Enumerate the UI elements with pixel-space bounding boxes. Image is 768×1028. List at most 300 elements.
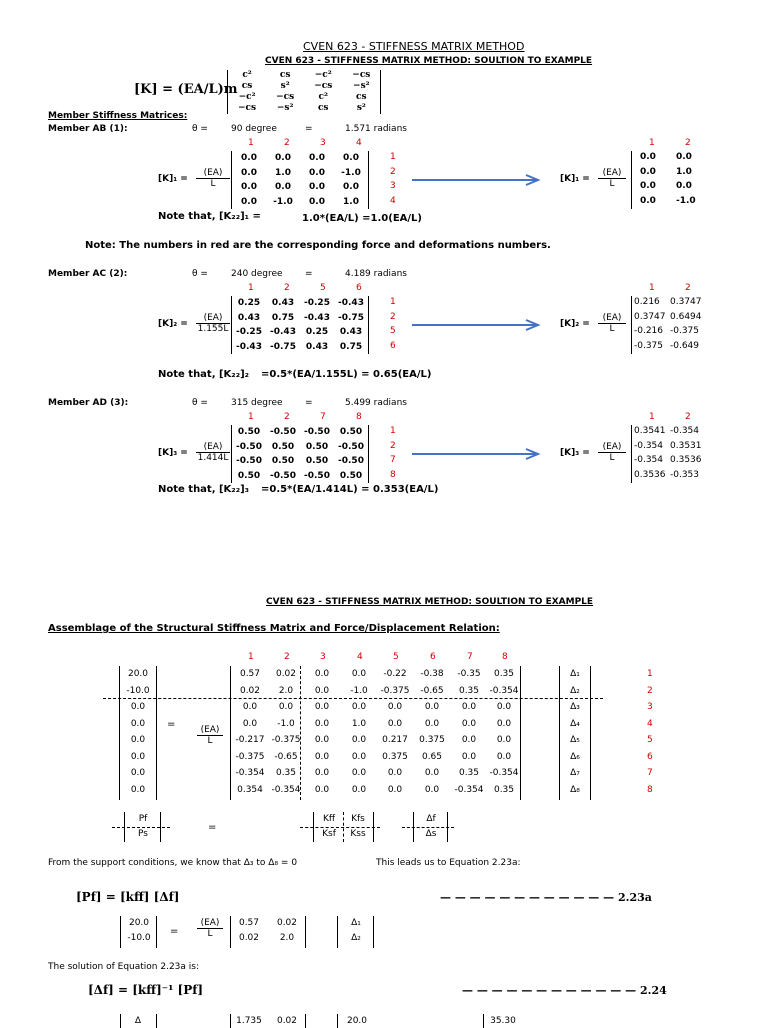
reduced-stiffness-cell: 0.02	[238, 933, 260, 943]
row-dof-number: 1	[390, 152, 396, 162]
matrix-cell: -0.50	[236, 441, 262, 452]
fraction-numerator: (EA)	[598, 313, 626, 324]
reduced-force-value: 20.0	[128, 918, 150, 928]
general-matrix-cell: −cs	[314, 81, 333, 91]
partition-ps: Ps	[138, 829, 148, 839]
stiffness-cell: 0.0	[314, 751, 330, 762]
theta-label: θ =	[192, 124, 208, 134]
stiffness-cell: 0.0	[242, 718, 258, 729]
assembly-row-number: 8	[647, 784, 653, 795]
general-matrix-cell: s²	[356, 103, 366, 113]
fraction-denominator: L	[609, 179, 615, 189]
fraction-denominator: L	[207, 736, 213, 746]
angle-equals: =	[305, 269, 313, 279]
matrix-cell: 0.75	[271, 312, 295, 323]
bottom-bracket-e	[337, 1014, 338, 1028]
matrix-cell: 1.0	[275, 167, 291, 178]
reduced-displacement: Δ₂	[351, 933, 361, 943]
row-dof-number: 2	[390, 166, 396, 177]
stiffness-cell: 0.0	[424, 784, 440, 795]
stiffness-cell: 0.375	[382, 751, 408, 762]
matrix-cell: 0.50	[305, 456, 329, 466]
rhs-matrix-bracket	[631, 296, 632, 354]
fraction-numerator: (EA)	[197, 918, 223, 929]
stiffness-cell: -0.375	[380, 685, 410, 696]
force-vector-bracket-right	[156, 666, 157, 800]
stiffness-cell: 0.0	[351, 751, 367, 762]
assembly-dof-number: 4	[357, 652, 363, 662]
matrix-cell: 0.43	[271, 298, 295, 308]
angle-degrees: 315 degree	[231, 398, 283, 408]
bottom-value: 35.30	[490, 1016, 516, 1026]
fraction-denominator: 1.155L	[197, 324, 229, 334]
row-dof-number: 1	[390, 297, 396, 307]
matrix-cell: -0.43	[270, 327, 296, 337]
equation-2-23a: [Pf] = [kff] [Δf]	[76, 890, 180, 904]
assembly-heading: Assemblage of the Structural Stiffness Matrix and Force/Displacement Relation:	[48, 623, 500, 634]
rhs-matrix-bracket	[631, 425, 632, 483]
partition-df: Δf	[426, 814, 436, 824]
rhs-matrix-cell: -0.375	[670, 326, 700, 336]
rhs-matrix-cell: -0.354	[634, 455, 664, 465]
equation-2-24-tag: — — — — — — — — — — — — 2.24	[462, 984, 667, 997]
stiffness-cell: 0.57	[239, 669, 261, 679]
matrix-cell: 0.75	[339, 341, 363, 352]
matrix-cell: 0.0	[241, 182, 257, 192]
rhs-matrix-cell: 0.3747	[634, 311, 666, 322]
stiffness-fraction	[196, 442, 230, 463]
displacement-symbol: Δ₅	[570, 735, 580, 745]
general-matrix-cell: −c²	[314, 70, 332, 80]
row-dof-number: 1	[390, 426, 396, 436]
dof-number: 4	[356, 138, 362, 148]
general-matrix-cell: −c²	[238, 92, 256, 102]
stiffness-cell: 1.0	[351, 718, 367, 729]
reduced-stiffness-cell: 0.02	[276, 918, 298, 928]
assembly-row-number: 4	[647, 718, 653, 729]
partition-p-divider	[112, 827, 170, 828]
rhs-matrix-cell: 0.0	[640, 181, 656, 191]
member-note-prefix: Note that, [K₂₂]₃	[158, 484, 250, 495]
reduced-stiffness-bracket-left	[230, 916, 231, 948]
matrix-cell: 0.0	[309, 153, 325, 163]
matrix-cell: 0.25	[305, 327, 329, 337]
general-matrix-cell: cs	[279, 70, 291, 80]
matrix-cell: 0.50	[339, 470, 363, 481]
reduced-stiffness-bracket-right	[305, 916, 306, 948]
reduced-displacement-bracket-left	[337, 916, 338, 948]
stiffness-cell: 0.0	[242, 702, 258, 712]
dof-number: 3	[320, 138, 326, 148]
stiffness-cell: 0.02	[275, 669, 297, 679]
matrix-cell: -0.75	[270, 341, 296, 352]
matrix-cell: 0.0	[343, 153, 359, 163]
row-dof-number: 5	[390, 326, 396, 336]
partition-line-vertical	[300, 666, 301, 800]
member-stiffness-heading: Member Stiffness Matrices:	[48, 111, 188, 121]
bottom-value: 1.735	[236, 1016, 262, 1026]
stiffness-cell: -0.35	[457, 669, 481, 679]
stiffness-cell: -0.65	[420, 685, 444, 696]
rhs-k-label: [K]₁ =	[560, 174, 590, 184]
rhs-dof-number: 2	[685, 283, 691, 293]
stiffness-cell: 0.65	[421, 751, 443, 762]
stiffness-cell: 0.0	[387, 702, 403, 712]
k-label: [K]₂ =	[158, 319, 188, 329]
rhs-matrix-cell: 0.0	[676, 181, 692, 191]
assembly-dof-number: 1	[248, 652, 254, 662]
dof-number: 2	[284, 138, 290, 148]
matrix-cell: -0.75	[338, 312, 364, 323]
rhs-dof-number: 1	[649, 283, 655, 293]
stiffness-cell: 0.217	[382, 735, 408, 745]
stiffness-cell: 0.0	[314, 784, 330, 795]
matrix-cell: -0.50	[270, 470, 296, 481]
stiffness-cell: -0.354	[489, 768, 519, 778]
angle-radians: 5.499 radians	[345, 398, 407, 408]
matrix-cell: 0.43	[305, 341, 329, 352]
matrix-cell: 0.0	[241, 196, 257, 207]
rhs-matrix-cell: -0.354	[634, 440, 664, 451]
red-numbers-note: Note: The numbers in red are the corresponding force and deformations numbers.	[85, 240, 551, 251]
stiffness-cell: -0.354	[454, 784, 484, 795]
member-matrix	[231, 425, 369, 483]
reduced-displacement-bracket-right	[373, 916, 374, 948]
k-label: [K]₁ =	[158, 174, 188, 184]
stiffness-cell: 0.0	[314, 735, 330, 745]
force-value: -10.0	[126, 685, 150, 696]
matrix-cell: -0.43	[338, 298, 364, 308]
partition-d-divider	[402, 827, 454, 828]
assembly-row-number: 5	[647, 735, 653, 745]
row-dof-number: 6	[390, 340, 396, 351]
dof-number: 1	[248, 138, 254, 148]
dof-number: 1	[248, 412, 254, 422]
rhs-matrix-cell: 0.0	[640, 195, 656, 206]
displacement-symbol: Δ₄	[570, 718, 580, 729]
stiffness-cell: 0.0	[461, 735, 477, 745]
matrix-cell: -0.50	[304, 470, 330, 481]
reduced-stiffness-cell: 2.0	[279, 933, 295, 943]
stiffness-bracket-left	[230, 666, 231, 800]
stiffness-cell: 0.375	[419, 735, 445, 745]
fraction-numerator: (EA)	[598, 168, 626, 179]
stiffness-cell: 0.0	[424, 702, 440, 712]
page-title: CVEN 623 - STIFFNESS MATRIX METHOD	[303, 40, 525, 53]
stiffness-cell: 0.0	[461, 718, 477, 729]
partition-k-divider-h	[300, 827, 380, 828]
assembly-fraction	[197, 725, 223, 746]
force-value: 0.0	[130, 735, 146, 745]
general-matrix-cell: c²	[318, 92, 328, 102]
rhs-dof-number: 2	[685, 138, 691, 148]
k-label: [K]₃ =	[158, 448, 188, 458]
assembly-row-number: 1	[647, 669, 653, 679]
assembly-dof-number: 5	[393, 652, 399, 662]
angle-equals: =	[305, 124, 313, 134]
rhs-matrix-cell: -1.0	[676, 195, 696, 206]
matrix-cell: 1.0	[343, 196, 359, 207]
rhs-matrix-cell: -0.216	[634, 326, 664, 336]
force-value: 0.0	[130, 702, 146, 712]
member-matrix	[231, 296, 369, 354]
stiffness-cell: 0.0	[496, 702, 512, 712]
fraction-denominator: 1.414L	[197, 453, 229, 463]
angle-degrees: 240 degree	[231, 269, 283, 279]
stiffness-cell: 0.0	[387, 768, 403, 778]
row-dof-number: 8	[390, 469, 396, 480]
equation-2-24: [Δf] = [kff]⁻¹ [Pf]	[88, 983, 204, 997]
row-dof-number: 2	[390, 440, 396, 451]
stiffness-cell: -0.22	[383, 669, 407, 679]
partition-line-horizontal	[103, 698, 603, 699]
general-matrix-cell: −cs	[352, 70, 371, 80]
reduced-equals: =	[170, 926, 179, 937]
row-dof-number: 7	[390, 455, 396, 465]
assembly-dof-number: 7	[467, 652, 473, 662]
stiffness-cell: -0.354	[235, 768, 265, 778]
dof-number: 8	[356, 412, 362, 422]
stiffness-cell: 0.0	[424, 768, 440, 778]
assembly-dof-number: 3	[320, 652, 326, 662]
assembly-dof-number: 8	[502, 652, 508, 662]
general-matrix-cell: −cs	[238, 103, 257, 113]
assembly-equals: =	[167, 718, 176, 730]
rhs-matrix-cell: 0.0	[640, 166, 656, 177]
bottom-bracket-d	[305, 1014, 306, 1028]
displacement-bracket-right	[590, 666, 591, 800]
rhs-matrix-cell: 0.216	[634, 297, 660, 307]
displacement-symbol: Δ₈	[570, 784, 580, 795]
matrix-cell: 0.0	[343, 182, 359, 192]
transform-arrow-icon	[412, 448, 542, 460]
matrix-cell: 0.50	[271, 441, 295, 452]
fraction-numerator: (EA)	[598, 442, 626, 453]
rhs-stiffness-fraction	[598, 442, 626, 463]
rhs-matrix-bracket	[631, 151, 632, 209]
stiffness-cell: 0.0	[314, 702, 330, 712]
matrix-cell: -0.50	[236, 456, 262, 466]
stiffness-cell: -0.354	[271, 784, 301, 795]
force-vector-bracket-left	[119, 666, 120, 800]
fraction-denominator: L	[609, 324, 615, 334]
stiffness-cell: -0.375	[235, 751, 265, 762]
stiffness-cell: 2.0	[278, 685, 294, 696]
stiffness-cell: -0.354	[489, 685, 519, 696]
fraction-numerator: (EA)	[197, 725, 223, 736]
rhs-dof-number: 1	[649, 412, 655, 422]
rhs-matrix-cell: 1.0	[676, 166, 692, 177]
assembly-dof-number: 6	[430, 652, 436, 662]
displacement-symbol: Δ₃	[570, 702, 580, 712]
general-matrix-cell: c²	[242, 70, 252, 80]
reduced-force-bracket-left	[120, 916, 121, 948]
page2-title: CVEN 623 - STIFFNESS MATRIX METHOD: SOULTION TO EXAMPLE	[266, 597, 594, 607]
partition-kff: Kff	[322, 814, 336, 824]
matrix-cell: 0.0	[309, 182, 325, 192]
matrix-cell: 0.43	[339, 327, 363, 337]
matrix-cell: 0.50	[305, 441, 329, 452]
rhs-matrix-cell: 0.6494	[670, 311, 702, 322]
matrix-cell: -0.50	[304, 427, 330, 437]
theta-label: θ =	[192, 269, 208, 279]
matrix-cell: 0.50	[271, 456, 295, 466]
partition-kss: Kss	[350, 829, 366, 839]
stiffness-cell: -1.0	[350, 685, 368, 696]
matrix-cell: 0.50	[237, 470, 261, 481]
matrix-cell: -0.25	[304, 298, 330, 308]
angle-radians: 4.189 radians	[345, 269, 407, 279]
general-matrix-cell: cs	[317, 103, 329, 113]
stiffness-cell: -0.217	[235, 735, 265, 745]
stiffness-cell: 0.354	[237, 784, 263, 795]
partition-ksf: Ksf	[322, 829, 336, 839]
stiffness-cell: -0.65	[274, 751, 298, 762]
member-label: Member AB (1):	[48, 124, 128, 134]
matrix-cell: 0.0	[275, 153, 291, 163]
stiffness-cell: 0.0	[424, 718, 440, 729]
dof-number: 1	[248, 283, 254, 293]
matrix-cell: -0.50	[338, 456, 364, 466]
stiffness-cell: 0.0	[387, 718, 403, 729]
bottom-bracket-a	[120, 1014, 121, 1028]
force-value: 0.0	[130, 751, 146, 762]
stiffness-cell: 0.0	[278, 702, 294, 712]
member-note-value: =0.5*(EA/1.155L) = 0.65(EA/L)	[261, 369, 432, 380]
stiffness-cell: 0.35	[458, 685, 480, 696]
stiffness-cell: 0.0	[387, 784, 403, 795]
equation-2-23a-tag: — — — — — — — — — — — — 2.23a	[440, 891, 652, 904]
stiffness-cell: 0.0	[351, 768, 367, 778]
rhs-matrix-cell: -0.649	[670, 340, 700, 351]
matrix-cell: 0.0	[309, 167, 325, 178]
stiffness-cell: -1.0	[277, 718, 295, 729]
stiffness-cell: 0.0	[496, 718, 512, 729]
matrix-cell: -0.50	[270, 427, 296, 437]
row-dof-number: 2	[390, 311, 396, 322]
assembly-row-number: 7	[647, 768, 653, 778]
matrix-cell: -1.0	[273, 196, 293, 207]
fraction-denominator: L	[207, 929, 213, 939]
rhs-dof-number: 2	[685, 412, 691, 422]
matrix-cell: -0.25	[236, 327, 262, 337]
rhs-stiffness-fraction	[598, 168, 626, 189]
bottom-bracket-f	[483, 1014, 484, 1028]
displacement-symbol: Δ₆	[570, 751, 580, 762]
stiffness-fraction	[196, 168, 230, 189]
rhs-matrix-cell: 0.3747	[670, 297, 702, 307]
stiffness-cell: 0.02	[239, 685, 261, 696]
matrix-cell: 0.25	[237, 298, 261, 308]
member-note-prefix: Note that, [K₂₂]₂	[158, 369, 250, 380]
matrix-cell: 0.0	[241, 167, 257, 178]
displacement-symbol: Δ₇	[570, 768, 580, 778]
stiffness-cell: 0.0	[496, 751, 512, 762]
matrix-cell: 0.0	[241, 153, 257, 163]
member-label: Member AD (3):	[48, 398, 129, 408]
bottom-bracket-b	[156, 1014, 157, 1028]
dof-number: 2	[284, 412, 290, 422]
rhs-matrix-cell: 0.3541	[634, 426, 666, 436]
rhs-matrix-cell: -0.353	[670, 469, 700, 480]
reduced-fraction	[197, 918, 223, 939]
member-note-value: =0.5*(EA/1.414L) = 0.353(EA/L)	[261, 484, 439, 495]
rhs-matrix-cell: -0.375	[634, 340, 664, 351]
general-matrix-cell: cs	[356, 92, 367, 102]
angle-radians: 1.571 radians	[345, 124, 407, 134]
stiffness-cell: 0.0	[461, 702, 477, 712]
stiffness-cell: 0.35	[493, 669, 515, 679]
rhs-k-label: [K]₂ =	[560, 319, 590, 329]
force-value: 20.0	[127, 669, 149, 679]
bottom-value: 20.0	[346, 1016, 368, 1026]
force-value: 0.0	[130, 768, 146, 778]
stiffness-cell: -0.375	[271, 735, 301, 745]
stiffness-cell: 0.35	[458, 768, 480, 778]
rhs-matrix-cell: 0.3531	[670, 440, 702, 451]
rhs-matrix-cell: -0.354	[670, 426, 700, 436]
theta-label: θ =	[192, 398, 208, 408]
stiffness-cell: 0.0	[496, 735, 512, 745]
assembly-row-number: 6	[647, 751, 653, 762]
bottom-delta: Δ	[134, 1016, 142, 1026]
stiffness-cell: -0.38	[420, 669, 444, 679]
matrix-cell: 0.43	[237, 312, 261, 323]
matrix-cell: -0.43	[236, 341, 262, 352]
member-matrix	[231, 151, 369, 209]
dof-number: 6	[356, 283, 362, 293]
general-matrix-lhs: [K] = (EA/L)m	[134, 82, 238, 97]
general-matrix-cell: −cs	[276, 92, 295, 102]
reduced-force-bracket-right	[156, 916, 157, 948]
assembly-dof-number: 2	[284, 652, 290, 662]
displacement-symbol: Δ₁	[570, 669, 580, 679]
transform-arrow-icon	[412, 174, 542, 186]
stiffness-cell: 0.0	[314, 718, 330, 729]
page-subtitle: CVEN 623 - STIFFNESS MATRIX METHOD: SOULTION TO EXAMPLE	[265, 56, 593, 66]
stiffness-cell: 0.0	[314, 768, 330, 778]
bottom-value: 0.02	[276, 1016, 298, 1026]
member-note-value: 1.0*(EA/L) =1.0(EA/L)	[302, 213, 422, 224]
angle-equals: =	[305, 398, 313, 408]
matrix-cell: -0.50	[338, 441, 364, 452]
stiffness-cell: 0.0	[351, 702, 367, 712]
row-dof-number: 3	[390, 181, 396, 191]
bottom-bracket-c	[230, 1014, 231, 1028]
dof-number: 5	[320, 283, 326, 293]
stiffness-cell: 0.35	[275, 768, 297, 778]
member-note-prefix: Note that, [K₂₂]₁ =	[158, 211, 261, 222]
row-dof-number: 4	[390, 195, 396, 206]
partition-kfs: Kfs	[351, 814, 365, 824]
force-value: 0.0	[130, 784, 146, 795]
partition-equals: =	[208, 822, 217, 833]
general-matrix-cell: s²	[280, 81, 290, 91]
general-matrix	[227, 70, 381, 114]
matrix-cell: 0.50	[339, 427, 363, 437]
rhs-matrix-cell: 0.0	[640, 152, 656, 162]
fraction-numerator: (EA)	[196, 313, 230, 324]
rhs-matrix-cell: 0.0	[676, 152, 692, 162]
matrix-cell: -0.43	[304, 312, 330, 323]
general-matrix-cell: −s²	[276, 103, 294, 113]
transform-arrow-icon	[412, 319, 542, 331]
leads-to-text: This leads us to Equation 2.23a:	[376, 858, 521, 868]
dof-number: 7	[320, 412, 326, 422]
fraction-numerator: (EA)	[196, 442, 230, 453]
general-matrix-cell: cs	[241, 81, 253, 91]
displacement-bracket-left	[559, 666, 560, 800]
